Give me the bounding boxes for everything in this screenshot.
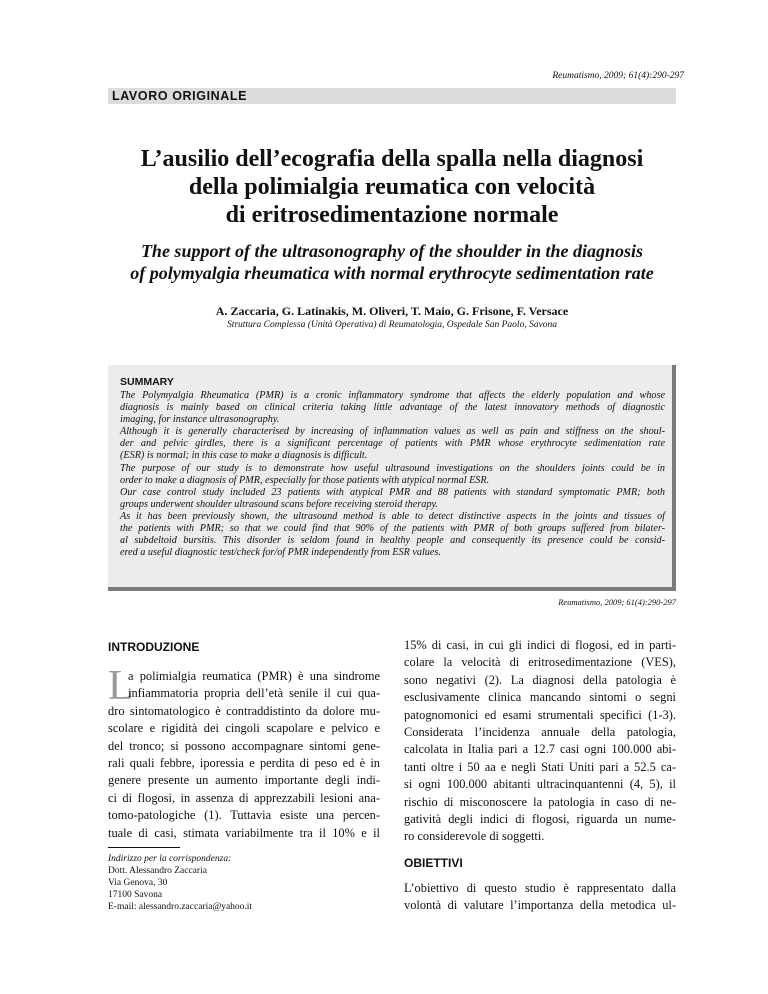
section-label: LAVORO ORIGINALE [112, 89, 248, 103]
body-line: scolare e rigidità dei cingoli scapolare e pelvico e [108, 721, 380, 736]
body-line: 15% di casi, in cui gli indici di flogosi, ed in parti- [404, 638, 676, 652]
correspondence-footnote [108, 853, 252, 913]
body-line: del tronco; si possono accompagnare sintomi gene- [108, 738, 380, 753]
body-line: ro considerevole di soggetti. [404, 829, 545, 844]
title-line: della polimialgia reumatica con velocità [188, 174, 596, 200]
footnote-rule [108, 847, 180, 848]
body-line: patognomonici ed esami strumentali specifici (1-3). [404, 707, 676, 722]
summary-line: diagnosis is mainly based on clinical criteria taking little advantage of the latest innovatory methods of diagnostic [120, 402, 665, 414]
summary-line: Although it is generally characterised by increasing of inflammation values as well as pain and stiffness on the shoul- [120, 426, 665, 438]
body-line: infiammatoria propria dell’età senile il cui qua- [128, 686, 380, 701]
summary-line: imaging, for instance ultrasonography. [120, 414, 280, 426]
journal-reference: Reumatismo, 2009; 61(4):290-297 [552, 71, 684, 81]
footnote-label: Indirizzo per la corrispondenza: [108, 854, 232, 864]
body-line: a polimialgia reumatica (PMR) è una sindrome [128, 669, 380, 683]
body-line: sono negativi (2). La diagnosi della patologia è [404, 672, 676, 687]
introduzione-text [108, 668, 380, 842]
body-line: tomo-patologiche (1). Tuttavia esiste una percen- [108, 808, 380, 823]
summary-text [120, 390, 665, 559]
body-line: L’obiettivo di questo studio è rappresentato dalla [404, 881, 676, 895]
body-line: volontà di valutare l’importanza della metodica ul- [404, 898, 676, 913]
summary-line: ered a useful diagnostic test/check for/of PMR independently from ESR values. [120, 547, 441, 559]
summary-line: As it has been previously shown, the ultrasound method is able to detect distinctive aspects in the joints and tissues of [120, 510, 665, 522]
footnote-email: E-mail: alessandro.zaccaria@yahoo.it [108, 902, 253, 912]
title-line: The support of the ultrasonography of the shoulder in the diagnosis [140, 241, 644, 261]
body-line: genere presente un aumento importante degli indi- [108, 773, 380, 788]
summary-heading: SUMMARY [120, 376, 174, 388]
body-line: Considerata l’incidenza annuale della patologia, [404, 725, 676, 740]
body-line: dro sintomatologico è contraddistinto da dolore mu- [108, 703, 380, 718]
body-line: ci di flogosi, in assenza di apprezzabili lesioni ana- [108, 790, 380, 805]
footnote-line: 17100 Savona [108, 890, 163, 900]
footnote-line: Via Genova, 30 [108, 878, 168, 888]
summary-line: Our case control study included 23 patients with atypical PMR and 88 patients with standard symptomatic PMR; both [120, 486, 665, 498]
summary-line: order to make a diagnosis of PMR, especially for those patients with atypical normal ESR. [120, 474, 490, 486]
authors: A. Zaccaria, G. Latinakis, M. Oliveri, T. Maio, G. Frisone, F. Versace [215, 304, 569, 318]
obiettivi-text [404, 880, 676, 915]
summary-line: The purpose of our study is to demonstrate how useful ultrasound investigations on the shoulders joints could be in [120, 462, 665, 474]
body-line: colare la velocità di eritrosedimentazione (VES), [404, 655, 676, 670]
body-line: calcolata in Italia pari a 12.7 casi ogni 100.000 abi- [404, 742, 676, 757]
title-line: L’ausilio dell’ecografia della spalla nella diagnosi [140, 146, 644, 172]
summary-line: al subdeltoid bursitis. This disorder is seldom found in healthy people and consequently its presence could be consid- [120, 535, 665, 547]
body-line: si ogni 100.000 abitanti ultracinquantenni (4, 5), il [404, 777, 676, 792]
footnote-line: Dott. Alessandro Zaccaria [108, 866, 207, 876]
body-line: gatività degli indici di flogosi, riguarda un nume- [404, 812, 676, 827]
title-line: of polymyalgia rheumatica with normal erythrocyte sedimentation rate [130, 263, 654, 283]
body-line: tanti oltre i 50 aa e negli Stati Uniti pari a 52.5 ca- [404, 759, 676, 774]
introduzione-heading: INTRODUZIONE [108, 640, 200, 654]
body-line: rali quali febbre, iporessia e perdita di peso ed è in [108, 756, 380, 771]
body-line: rischio di misconoscere la patologia in caso di ne- [404, 794, 676, 809]
summary-journal-reference: Reumatismo, 2009; 61(4):290-297 [558, 597, 676, 607]
affiliation: Struttura Complessa (Unità Operativa) di Reumatologia, Ospedale San Paolo, Savona [226, 320, 558, 330]
body-line: tuale di casi, stimata variabilmente tra il 10% e il [108, 825, 380, 840]
summary-line: der and pelvic girdles, there is a significant percentage of patients with PMR whose erythrocyte sedimentation rate [120, 438, 665, 450]
drop-cap: L [108, 663, 134, 709]
summary-line: groups underwent shoulder ultrasound scans before receiving steroid therapy. [120, 498, 438, 510]
right-column-text [404, 637, 676, 846]
summary-line: (ESR) is normal; in this case to make a diagnosis is difficult. [120, 450, 368, 462]
title-italian [108, 145, 676, 229]
title-english [108, 240, 676, 284]
title-line: di eritrosedimentazione normale [225, 202, 559, 228]
obiettivi-heading: OBIETTIVI [404, 856, 463, 870]
body-line: esclusivamente clinica mancando sintomi o segni [404, 690, 676, 705]
summary-line: The Polymyalgia Rheumatica (PMR) is a cronic inflammatory syndrome that affects the elderly population and whose [120, 390, 665, 401]
summary-line: the patients with PMR; so that we could find that 90% of the patients with PMR of both groups suffered from bilater- [120, 523, 665, 535]
